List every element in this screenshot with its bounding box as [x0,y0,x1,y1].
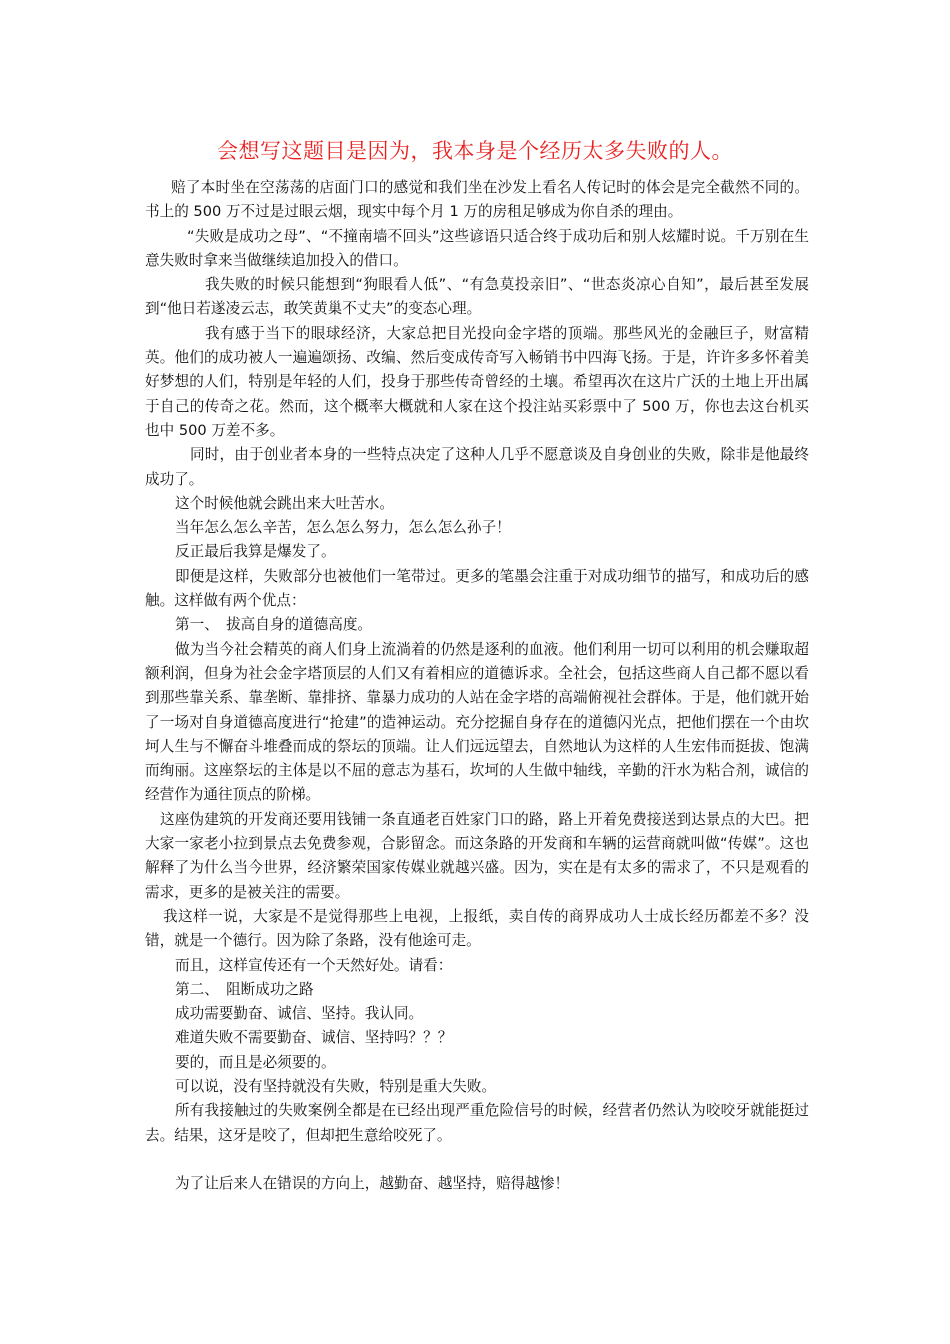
paragraph: 为了让后来人在错误的方向上，越勤奋、越坚持，赔得越惨！ [175,1174,570,1192]
paragraph: 而且，这样宣传还有一个天然好处。请看： [175,956,453,974]
paragraph: 即便是这样，失败部分也被他们一笔带过。更多的笔墨会注重于对成功细节的描写，和成功后的感触。这样做有两个优点： [145,567,809,610]
paragraph: 所有我接触过的失败案例全都是在已经出现严重危险信号的时候，经营者仍然认为咬咬牙就能挺过去。结果，这牙是咬了，但却把生意给咬死了。 [145,1102,809,1144]
paragraph: 这座伪建筑的开发商还要用钱铺一条直通老百姓家门口的路，路上开着免费接送到达景点的大巴。把大家一家老小拉到景点去免费参观，合影留念。而这条路的开发商和车辆的运营商就叫做“传媒”。这也解释了为什么当今世界，经济繁荣国家传媒业就越兴盛。因为，实在是有太多的需求了，不只是观看的需求，更多的是被关注的需要。 [145,810,809,901]
paragraph-spacer [145,1148,809,1172]
paragraph: 我有感于当下的眼球经济，大家总把目光投向金字塔的顶端。那些风光的金融巨子，财富精英。他们的成功被人一遍遍颂扬、改编、然后变成传奇写入畅销书中四海飞扬。于是，许许多多怀着美好梦想的人们，特别是年轻的人们，投身于那些传奇曾经的土壤。希望再次在这片广沃的土地上开出属于自己的传奇之花。然而，这个概率大概就和人家在这个投注站买彩票中了 500 万，你也去这台机买也中 500 万差不多。 [145,324,809,439]
paragraph: 同时，由于创业者本身的一些特点决定了这种人几乎不愿意谈及自身创业的失败，除非是他最终成功了。 [145,446,809,488]
paragraph: 第一、 拔高自身的道德高度。 [175,616,373,634]
paragraph: 反正最后我算是爆发了。 [175,543,336,561]
paragraph: 第二、 阻断成功之路 [175,980,314,998]
document-body [145,176,809,1196]
paragraph: “失败是成功之母”、“不撞南墙不回头”这些谚语只适合终于成功后和别人炫耀时说。千万别在生意失败时拿来当做继续追加投入的借口。 [145,227,809,269]
paragraph: 要的，而且是必须要的。 [175,1053,336,1071]
paragraph: 当年怎么怎么辛苦，怎么怎么努力，怎么怎么孙子！ [175,519,511,537]
paragraph: 难道失败不需要勤奋、诚信、坚持吗？？？ [175,1029,453,1047]
paragraph: 做为当今社会精英的商人们身上流淌着的仍然是逐利的血液。他们利用一切可以利用的机会赚取超额利润，但身为社会金字塔顶层的人们又有着相应的道德诉求。全社会，包括这些商人自己都不愿以看到那些靠关系、靠垄断、靠排挤、靠暴力成功的人站在金字塔的高端俯视社会群体。于是，他们就开始了一场对自身道德高度进行“抢建”的造神运动。充分挖掘自身存在的道德闪光点，把他们摆在一个由坎坷人生与不懈奋斗堆叠而成的祭坛的顶端。让人们远远望去，自然地认为这样的人生宏伟而挺拔、饱满而绚丽。这座祭坛的主体是以不屈的意志为基石，坎坷的人生做中轴线，辛勤的汗水为粘合剂，诚信的经营作为通往顶点的阶梯。 [145,640,809,804]
paragraph: 我失败的时候只能想到“狗眼看人低”、“有急莫投亲旧”、“世态炎凉心自知”，最后甚至发展到“他日若遂凌云志，敢笑黄巢不丈夫”的变态心理。 [145,276,809,318]
paragraph: 成功需要勤奋、诚信、坚持。我认同。 [175,1005,424,1023]
document-title: 会想写这题目是因为，我本身是个经历太多失败的人。 [217,139,733,163]
paragraph: 我这样一说，大家是不是觉得那些上电视，上报纸，卖自传的商界成功人士成长经历都差不多？没错，就是一个德行。因为除了条路，没有他途可走。 [145,907,809,950]
paragraph: 赔了本时坐在空荡荡的店面门口的感觉和我们坐在沙发上看名人传记时的体会是完全截然不同的。书上的 500 万不过是过眼云烟，现实中每个月 1 万的房租足够成为你自杀的理由。 [145,179,809,221]
paragraph: 可以说，没有坚持就没有失败，特别是重大失败。 [175,1077,497,1095]
paragraph: 这个时候他就会跳出来大吐苦水。 [175,494,394,512]
